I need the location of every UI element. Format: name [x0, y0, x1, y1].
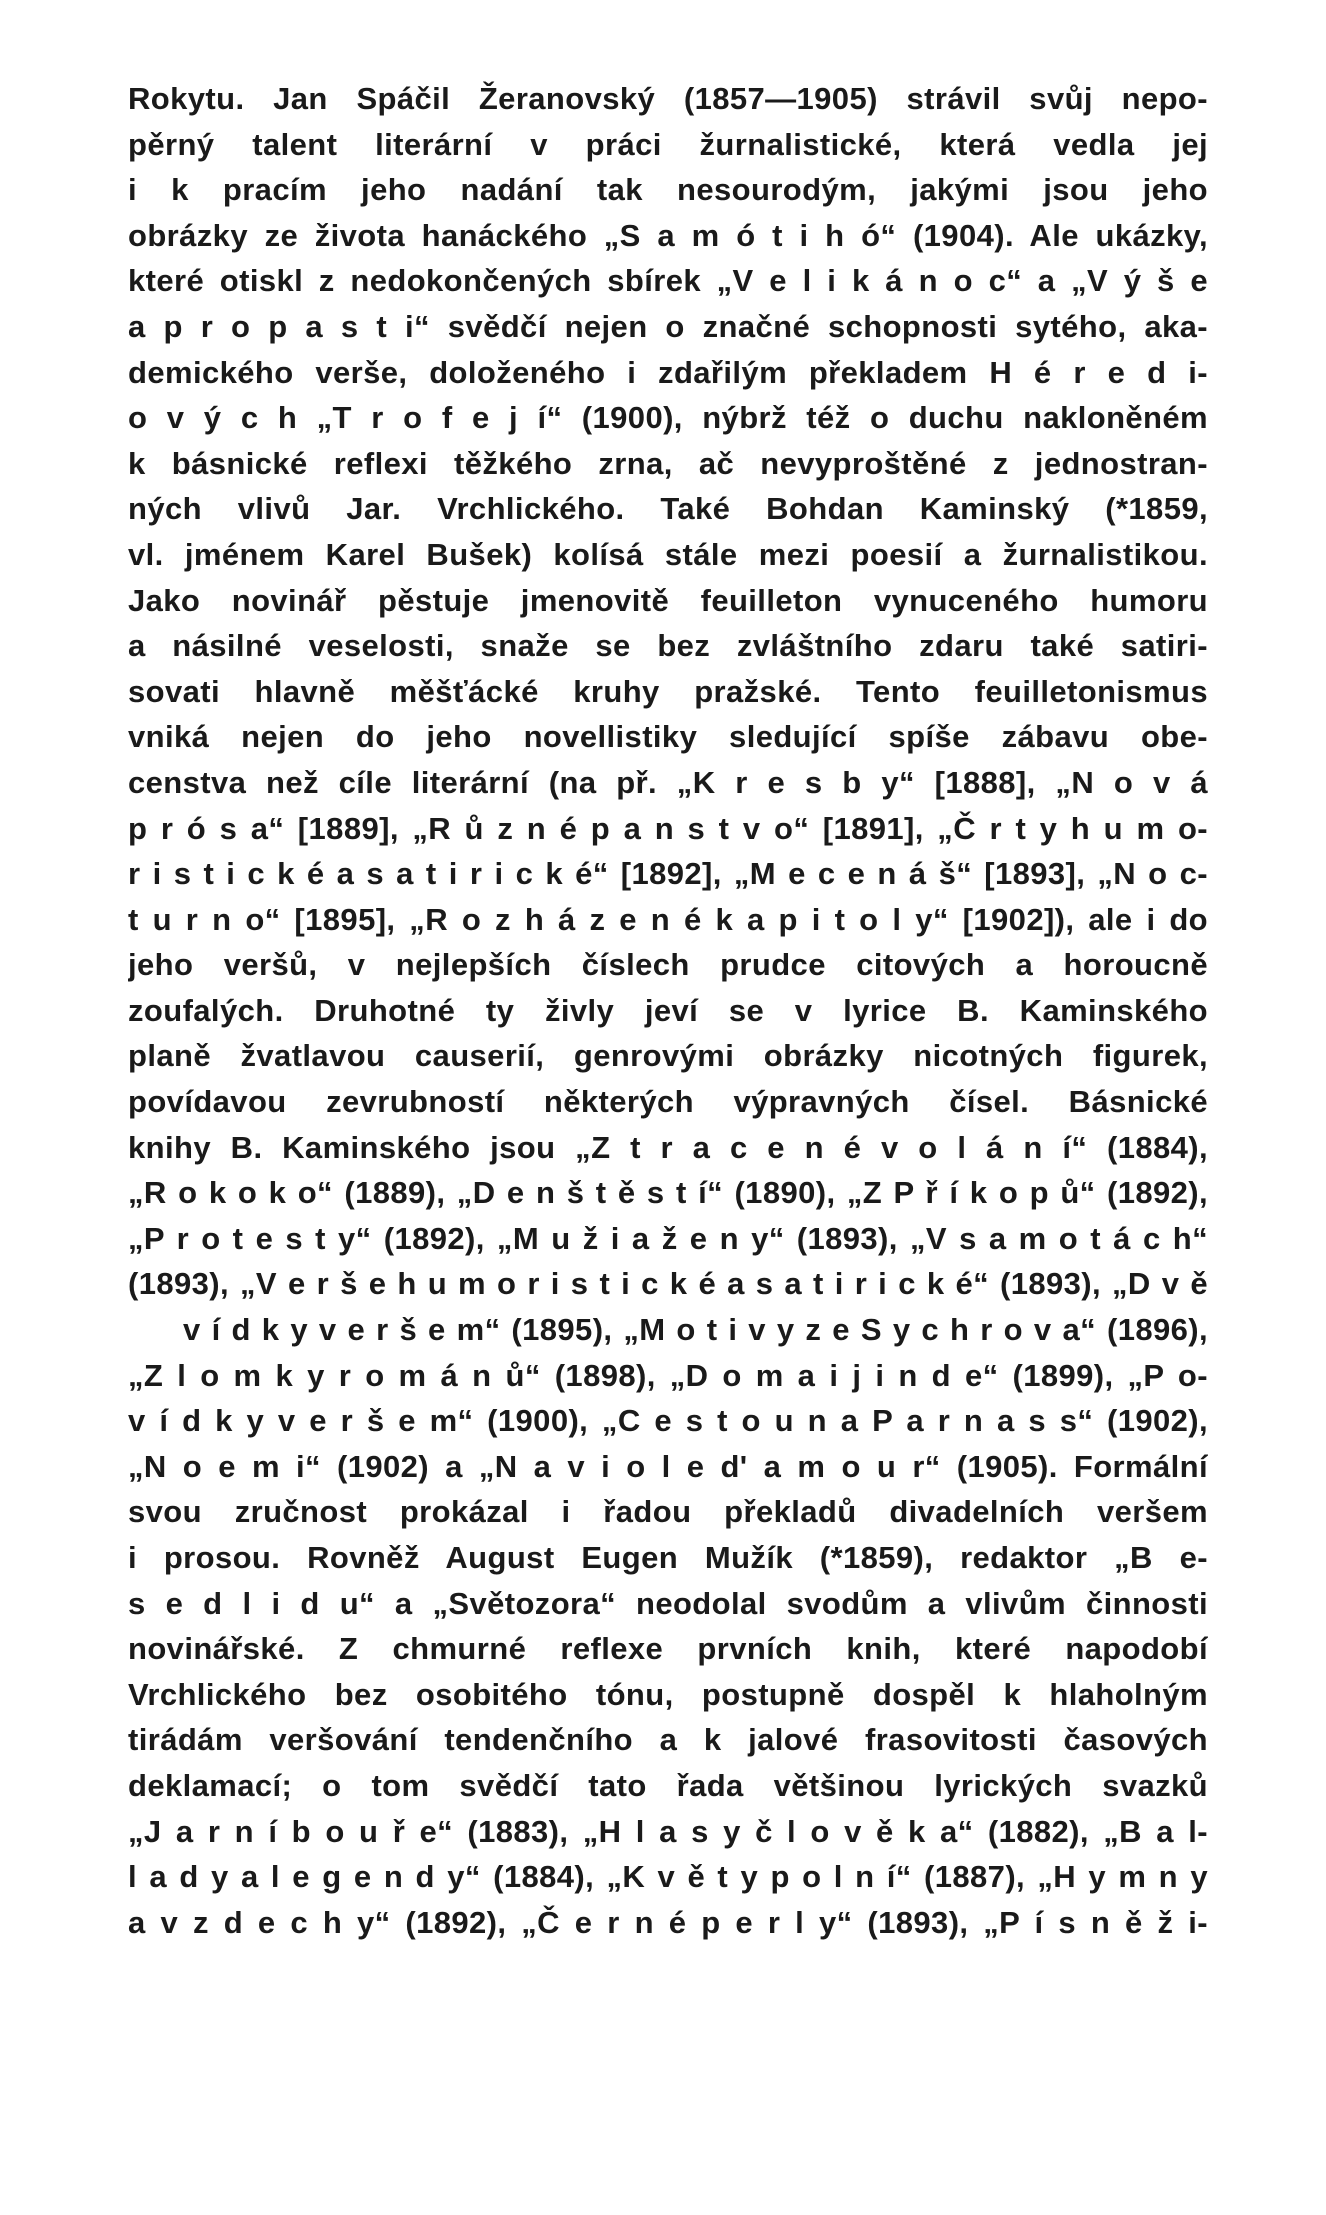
text-line: vniká nejen do jeho novellistiky sledující spíše zábavu obe- — [128, 719, 1208, 755]
text-line: a p r o p a s t i“ svědčí nejen o značné schopnosti sytého, aka- — [128, 308, 1208, 344]
text-line: jeho veršů, v nejlepších číslech prudce citových a horoucně — [128, 947, 1208, 983]
text-line: „N o e m i“ (1902) a „N a v i o l e d' a m o u r“ (1905). Formální — [128, 1448, 1208, 1484]
text-line: pěrný talent literární v práci žurnalistické, která vedla jej — [128, 126, 1208, 162]
text-line: p r ó s a“ [1889], „R ů z n é p a n s t v o“ [1891], „Č r t y h u m o- — [128, 810, 1208, 846]
text-line: které otiskl z nedokončených sbírek „V e l i k á n o c“ a „V ý š e — [128, 263, 1208, 299]
text-line: deklamací; o tom svědčí tato řada většinou lyrických svazků — [128, 1767, 1208, 1803]
text-line: s e d l i d u“ a „Světozora“ neodolal svodům a vlivům činnosti — [128, 1585, 1208, 1621]
text-line: Rokytu. Jan Spáčil Žeranovský (1857—1905) strávil svůj nepo- — [128, 81, 1208, 116]
text-line: „Z l o m k y r o m á n ů“ (1898), „D o m a i j i n d e“ (1899), „P o- — [128, 1357, 1208, 1393]
text-line: sovati hlavně měšťácké kruhy pražské. Tento feuilletonismus — [128, 673, 1208, 709]
text-line: Vrchlického bez osobitého tónu, postupně dospěl k hlaholným — [128, 1676, 1208, 1712]
text-line: v í d k y v e r š e m“ (1900), „C e s t o u n a P a r n a s s“ (1902), — [128, 1403, 1208, 1439]
text-line: ných vlivů Jar. Vrchlického. Také Bohdan Kaminský (*1859, — [128, 491, 1208, 527]
text-line: v í d k y v e r š e m“ (1895), „M o t i v y z e S y c h r o v a“ (1896), — [183, 1312, 1208, 1348]
text-line: povídavou zevrubností některých výpravných čísel. Básnické — [128, 1084, 1208, 1120]
text-line: vl. jménem Karel Bušek) kolísá stále mezi poesií a žurnalistikou. — [128, 536, 1208, 572]
text-line: knihy B. Kaminského jsou „Z t r a c e n é v o l á n í“ (1884), — [128, 1129, 1208, 1165]
text-line: „J a r n í b o u ř e“ (1883), „H l a s y č l o v ě k a“ (1882), „B a l- — [128, 1813, 1208, 1849]
text-line: t u r n o“ [1895], „R o z h á z e n é k a p i t o l y“ [1902]), ale i do — [128, 901, 1208, 937]
text-line: a v z d e c h y“ (1892), „Č e r n é p e r l y“ (1893), „P í s n ě ž i- — [128, 1904, 1208, 1940]
text-line: o v ý c h „T r o f e j í“ (1900), nýbrž též o duchu nakloněném — [128, 400, 1208, 436]
text-line: i prosou. Rovněž August Eugen Mužík (*1859), redaktor „B e- — [128, 1540, 1208, 1575]
text-line: zoufalých. Druhotné ty živly jeví se v lyrice B. Kaminského — [128, 992, 1208, 1028]
text-line: tirádám veršování tendenčního a k jalové frasovitosti časových — [128, 1722, 1208, 1758]
text-line: l a d y a l e g e n d y“ (1884), „K v ě t y p o l n í“ (1887), „H y m n y — [128, 1859, 1208, 1895]
text-line: „R o k o k o“ (1889), „D e n š t ě s t í“ (1890), „Z P ř í k o p ů“ (1892), — [128, 1175, 1208, 1211]
text-line: Jako novinář pěstuje jmenovitě feuilleton vynuceného humoru — [128, 582, 1208, 618]
text-line: a násilné veselosti, snaže se bez zvláštního zdaru také satiri- — [128, 628, 1208, 664]
text-line: „P r o t e s t y“ (1892), „M u ž i a ž e n y“ (1893), „V s a m o t á c h“ — [128, 1220, 1208, 1256]
page-text — [128, 76, 1208, 1945]
text-line: r i s t i c k é a s a t i r i c k é“ [1892], „M e c e n á š“ [1893], „N o c- — [128, 856, 1208, 892]
text-line: planě žvatlavou causerií, genrovými obrázky nicotných figurek, — [128, 1038, 1208, 1074]
text-line: novinářské. Z chmurné reflexe prvních knih, které napodobí — [128, 1631, 1208, 1667]
text-line: svou zručnost prokázal i řadou překladů divadelních veršem — [128, 1494, 1208, 1530]
text-line: censtva než cíle literární (na př. „K r e s b y“ [1888], „N o v á — [128, 764, 1208, 800]
text-line: k básnické reflexi těžkého zrna, ač nevyproštěné z jednostran- — [128, 445, 1208, 481]
text-line: (1893), „V e r š e h u m o r i s t i c k é a s a t i r i c k é“ (1893), „D v ě — [128, 1266, 1208, 1302]
text-line: demického verše, doloženého i zdařilým překladem H é r e d i- — [128, 354, 1208, 390]
text-line: i k pracím jeho nadání tak nesourodým, jakými jsou jeho — [128, 172, 1208, 208]
text-line: obrázky ze života hanáckého „S a m ó t i h ó“ (1904). Ale ukázky, — [128, 217, 1208, 253]
